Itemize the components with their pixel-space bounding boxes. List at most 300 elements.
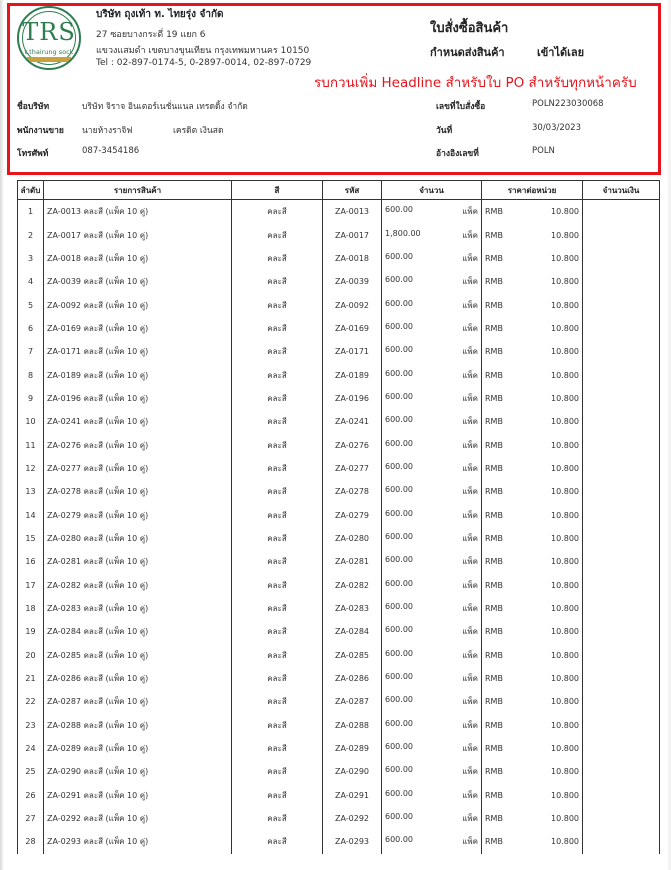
- row-price-cell: [482, 200, 583, 224]
- row-price-cell: [482, 363, 583, 386]
- row-amount: [583, 363, 660, 386]
- table-row: [18, 667, 660, 690]
- row-currency: RMB: [485, 557, 503, 567]
- row-unit: แพ็ค: [462, 557, 478, 567]
- row-quantity-cell: [382, 270, 482, 293]
- row-price-cell: [482, 317, 583, 340]
- row-unit: แพ็ค: [462, 487, 478, 497]
- row-unit-price: 10.800: [551, 253, 579, 263]
- row-unit-price: 10.800: [551, 300, 579, 310]
- row-currency: RMB: [485, 790, 503, 800]
- row-quantity: 1,800.00: [385, 228, 421, 238]
- row-quantity: 600.00: [385, 321, 413, 331]
- row-color: คละสี: [232, 503, 323, 526]
- po-number-label: เลขที่ใบสั่งซื้อ: [436, 102, 486, 112]
- table-row: [18, 200, 660, 224]
- row-color: คละสี: [232, 270, 323, 293]
- table-row: [18, 644, 660, 667]
- row-amount: [583, 503, 660, 526]
- customer-company-value: บริษัท จิราจ อินเตอร์เนชั่นแนล เทรดดิ้ง จำกัด: [82, 102, 248, 112]
- row-code: ZA-0281: [323, 550, 382, 573]
- row-quantity-cell: [382, 527, 482, 550]
- row-unit-price: 10.800: [551, 837, 579, 847]
- row-unit: แพ็ค: [462, 253, 478, 263]
- row-item: ZA-0281 คละสี (แพ็ค 10 คู่): [44, 550, 232, 573]
- row-quantity-cell: [382, 363, 482, 386]
- row-currency: RMB: [485, 674, 503, 684]
- row-currency: RMB: [485, 440, 503, 450]
- row-unit: แพ็ค: [462, 417, 478, 427]
- logo-text: TRS: [22, 18, 76, 46]
- table-header-row: [18, 181, 660, 200]
- row-color: คละสี: [232, 550, 323, 573]
- row-quantity-cell: [382, 760, 482, 783]
- row-number: 22: [18, 690, 44, 713]
- row-amount: [583, 270, 660, 293]
- row-price-cell: [482, 644, 583, 667]
- table-row: [18, 270, 660, 293]
- row-item: ZA-0241 คละสี (แพ็ค 10 คู่): [44, 410, 232, 433]
- row-code: ZA-0292: [323, 807, 382, 830]
- row-quantity-cell: [382, 340, 482, 363]
- row-quantity-cell: [382, 784, 482, 807]
- row-code: ZA-0282: [323, 574, 382, 597]
- row-color: คละสี: [232, 714, 323, 737]
- row-item: ZA-0289 คละสี (แพ็ค 10 คู่): [44, 737, 232, 760]
- row-currency: RMB: [485, 463, 503, 473]
- row-unit-price: 10.800: [551, 417, 579, 427]
- row-unit: แพ็ค: [462, 510, 478, 520]
- row-price-cell: [482, 760, 583, 783]
- row-code: ZA-0189: [323, 363, 382, 386]
- row-color: คละสี: [232, 293, 323, 316]
- table-row: [18, 690, 660, 713]
- row-unit-price: 10.800: [551, 790, 579, 800]
- row-quantity: 600.00: [385, 531, 413, 541]
- row-unit-price: 10.800: [551, 347, 579, 357]
- row-unit-price: 10.800: [551, 463, 579, 473]
- header-unit-price: ราคาต่อหน่วย: [482, 181, 583, 200]
- row-unit: แพ็ค: [462, 697, 478, 707]
- row-unit: แพ็ค: [462, 207, 478, 217]
- row-quantity-cell: [382, 200, 482, 224]
- row-price-cell: [482, 807, 583, 830]
- date-value: 30/03/2023: [532, 123, 581, 133]
- row-item: ZA-0290 คละสี (แพ็ค 10 คู่): [44, 760, 232, 783]
- row-unit: แพ็ค: [462, 604, 478, 614]
- row-code: ZA-0286: [323, 667, 382, 690]
- row-code: ZA-0013: [323, 200, 382, 224]
- row-quantity-cell: [382, 480, 482, 503]
- row-number: 28: [18, 830, 44, 853]
- row-price-cell: [482, 270, 583, 293]
- row-unit: แพ็ค: [462, 744, 478, 754]
- row-unit-price: 10.800: [551, 510, 579, 520]
- row-code: ZA-0290: [323, 760, 382, 783]
- customer-company-label: ชื่อบริษัท: [17, 102, 50, 112]
- row-unit: แพ็ค: [462, 720, 478, 730]
- row-amount: [583, 830, 660, 853]
- row-price-cell: [482, 737, 583, 760]
- row-amount: [583, 550, 660, 573]
- row-quantity-cell: [382, 317, 482, 340]
- table-row: [18, 363, 660, 386]
- row-price-cell: [482, 620, 583, 643]
- row-color: คละสี: [232, 480, 323, 503]
- row-price-cell: [482, 550, 583, 573]
- row-price-cell: [482, 457, 583, 480]
- row-code: ZA-0288: [323, 714, 382, 737]
- row-price-cell: [482, 574, 583, 597]
- row-number: 18: [18, 597, 44, 620]
- row-number: 1: [18, 200, 44, 224]
- table-row: [18, 340, 660, 363]
- table-row: [18, 784, 660, 807]
- row-amount: [583, 527, 660, 550]
- row-quantity-cell: [382, 223, 482, 246]
- row-quantity-cell: [382, 433, 482, 456]
- row-currency: RMB: [485, 697, 503, 707]
- row-unit-price: 10.800: [551, 393, 579, 403]
- row-quantity: 600.00: [385, 625, 413, 635]
- header-quantity: จำนวน: [382, 181, 482, 200]
- row-number: 13: [18, 480, 44, 503]
- document-title: ใบสั่งซื้อสินค้า: [430, 21, 509, 36]
- row-color: คละสี: [232, 387, 323, 410]
- row-number: 11: [18, 433, 44, 456]
- row-amount: [583, 317, 660, 340]
- row-quantity-cell: [382, 690, 482, 713]
- row-item: ZA-0279 คละสี (แพ็ค 10 คู่): [44, 503, 232, 526]
- row-item: ZA-0018 คละสี (แพ็ค 10 คู่): [44, 247, 232, 270]
- row-unit: แพ็ค: [462, 814, 478, 824]
- row-price-cell: [482, 223, 583, 246]
- row-unit-price: 10.800: [551, 230, 579, 240]
- table-row: [18, 550, 660, 573]
- row-currency: RMB: [485, 510, 503, 520]
- row-quantity: 600.00: [385, 742, 413, 752]
- row-quantity: 600.00: [385, 555, 413, 565]
- row-code: ZA-0283: [323, 597, 382, 620]
- row-color: คละสี: [232, 830, 323, 853]
- row-number: 27: [18, 807, 44, 830]
- row-item: ZA-0276 คละสี (แพ็ค 10 คู่): [44, 433, 232, 456]
- row-color: คละสี: [232, 807, 323, 830]
- row-item: ZA-0189 คละสี (แพ็ค 10 คู่): [44, 363, 232, 386]
- row-code: ZA-0293: [323, 830, 382, 853]
- row-price-cell: [482, 690, 583, 713]
- row-item: ZA-0039 คละสี (แพ็ค 10 คู่): [44, 270, 232, 293]
- row-quantity-cell: [382, 457, 482, 480]
- row-quantity: 600.00: [385, 391, 413, 401]
- row-unit: แพ็ค: [462, 463, 478, 473]
- row-amount: [583, 784, 660, 807]
- row-quantity: 600.00: [385, 251, 413, 261]
- row-amount: [583, 457, 660, 480]
- table-row: [18, 620, 660, 643]
- row-code: ZA-0278: [323, 480, 382, 503]
- row-unit: แพ็ค: [462, 767, 478, 777]
- row-amount: [583, 597, 660, 620]
- row-price-cell: [482, 714, 583, 737]
- row-unit-price: 10.800: [551, 370, 579, 380]
- header-item: รายการสินค้า: [44, 181, 232, 200]
- row-price-cell: [482, 247, 583, 270]
- row-amount: [583, 200, 660, 224]
- salesperson-value: นายห้างราจิฟ: [82, 126, 133, 136]
- row-quantity-cell: [382, 574, 482, 597]
- headline-highlight-box: [7, 3, 661, 175]
- row-price-cell: [482, 410, 583, 433]
- row-code: ZA-0017: [323, 223, 382, 246]
- row-color: คละสี: [232, 317, 323, 340]
- row-currency: RMB: [485, 767, 503, 777]
- row-quantity-cell: [382, 807, 482, 830]
- row-color: คละสี: [232, 760, 323, 783]
- row-quantity: 600.00: [385, 205, 413, 215]
- row-quantity-cell: [382, 667, 482, 690]
- logo-subtext: t.thairung sock: [24, 48, 74, 56]
- row-amount: [583, 410, 660, 433]
- row-item: ZA-0017 คละสี (แพ็ค 10 คู่): [44, 223, 232, 246]
- row-currency: RMB: [485, 533, 503, 543]
- row-unit: แพ็ค: [462, 393, 478, 403]
- row-color: คละสี: [232, 667, 323, 690]
- row-price-cell: [482, 784, 583, 807]
- table-row: [18, 480, 660, 503]
- header-color: สี: [232, 181, 323, 200]
- row-color: คละสี: [232, 620, 323, 643]
- row-amount: [583, 433, 660, 456]
- row-color: คละสี: [232, 363, 323, 386]
- row-unit-price: 10.800: [551, 627, 579, 637]
- row-color: คละสี: [232, 690, 323, 713]
- row-quantity: 600.00: [385, 765, 413, 775]
- row-number: 9: [18, 387, 44, 410]
- row-number: 4: [18, 270, 44, 293]
- table-row: [18, 760, 660, 783]
- table-row: [18, 737, 660, 760]
- row-unit: แพ็ค: [462, 440, 478, 450]
- row-quantity: 600.00: [385, 578, 413, 588]
- row-quantity: 600.00: [385, 812, 413, 822]
- row-code: ZA-0241: [323, 410, 382, 433]
- row-unit-price: 10.800: [551, 277, 579, 287]
- row-quantity-cell: [382, 247, 482, 270]
- row-number: 21: [18, 667, 44, 690]
- row-quantity-cell: [382, 714, 482, 737]
- row-code: ZA-0291: [323, 784, 382, 807]
- row-unit: แพ็ค: [462, 674, 478, 684]
- row-amount: [583, 387, 660, 410]
- row-item: ZA-0291 คละสี (แพ็ค 10 คู่): [44, 784, 232, 807]
- row-unit: แพ็ค: [462, 230, 478, 240]
- row-unit-price: 10.800: [551, 604, 579, 614]
- row-color: คละสี: [232, 433, 323, 456]
- row-number: 25: [18, 760, 44, 783]
- table-row: [18, 714, 660, 737]
- annotation-note: รบกวนเพิ่ม Headline สำหรับใบ PO สำหรับทุกหน้าครับ: [314, 75, 637, 91]
- row-amount: [583, 247, 660, 270]
- table-row: [18, 247, 660, 270]
- table-row: [18, 410, 660, 433]
- row-quantity-cell: [382, 597, 482, 620]
- row-quantity-cell: [382, 620, 482, 643]
- row-unit-price: 10.800: [551, 674, 579, 684]
- row-number: 24: [18, 737, 44, 760]
- row-amount: [583, 760, 660, 783]
- row-code: ZA-0196: [323, 387, 382, 410]
- row-currency: RMB: [485, 370, 503, 380]
- table-row: [18, 503, 660, 526]
- row-unit: แพ็ค: [462, 627, 478, 637]
- delivery-value: เข้าได้เลย: [537, 46, 585, 59]
- row-quantity: 600.00: [385, 672, 413, 682]
- table-row: [18, 807, 660, 830]
- row-currency: RMB: [485, 627, 503, 637]
- row-item: ZA-0280 คละสี (แพ็ค 10 คู่): [44, 527, 232, 550]
- row-price-cell: [482, 503, 583, 526]
- table-row: [18, 597, 660, 620]
- row-unit: แพ็ค: [462, 533, 478, 543]
- table-row: [18, 387, 660, 410]
- row-currency: RMB: [485, 347, 503, 357]
- table-row: [18, 527, 660, 550]
- phone-value: 087-3454186: [82, 146, 140, 156]
- row-amount: [583, 667, 660, 690]
- row-unit-price: 10.800: [551, 697, 579, 707]
- company-address-line2: แขวงแสมดำ เขตบางขุนเทียน กรุงเทพมหานคร 10150: [96, 46, 310, 56]
- row-currency: RMB: [485, 393, 503, 403]
- row-color: คละสี: [232, 200, 323, 224]
- company-name: บริษัท ถุงเท้า ท. ไทยรุ่ง จำกัด: [96, 9, 224, 20]
- row-quantity-cell: [382, 830, 482, 853]
- row-item: ZA-0196 คละสี (แพ็ค 10 คู่): [44, 387, 232, 410]
- items-table: [17, 180, 660, 854]
- row-quantity: 600.00: [385, 368, 413, 378]
- company-address-line1: 27 ซอยบางกระดี่ 19 แยก 6: [96, 30, 206, 40]
- row-number: 8: [18, 363, 44, 386]
- row-quantity: 600.00: [385, 602, 413, 612]
- row-currency: RMB: [485, 277, 503, 287]
- row-code: ZA-0171: [323, 340, 382, 363]
- row-code: ZA-0289: [323, 737, 382, 760]
- header-no: ลำดับ: [18, 181, 44, 200]
- row-number: 23: [18, 714, 44, 737]
- row-currency: RMB: [485, 230, 503, 240]
- reference-label: อ้างอิงเลขที่: [436, 149, 479, 159]
- row-item: ZA-0288 คละสี (แพ็ค 10 คู่): [44, 714, 232, 737]
- page-edge-shadow: [0, 0, 4, 870]
- row-code: ZA-0277: [323, 457, 382, 480]
- po-number-value: POLN223030068: [532, 99, 604, 109]
- row-item: ZA-0283 คละสี (แพ็ค 10 คู่): [44, 597, 232, 620]
- row-quantity-cell: [382, 410, 482, 433]
- phone-label: โทรศัพท์: [17, 149, 49, 159]
- row-number: 20: [18, 644, 44, 667]
- table-row: [18, 317, 660, 340]
- row-number: 14: [18, 503, 44, 526]
- row-unit-price: 10.800: [551, 650, 579, 660]
- company-phone: Tel : 02-897-0174-5, 0-2897-0014, 02-897-0729: [96, 58, 312, 68]
- row-quantity: 600.00: [385, 415, 413, 425]
- row-quantity-cell: [382, 293, 482, 316]
- row-color: คละสี: [232, 247, 323, 270]
- row-quantity-cell: [382, 503, 482, 526]
- row-amount: [583, 223, 660, 246]
- row-code: ZA-0285: [323, 644, 382, 667]
- row-price-cell: [482, 830, 583, 853]
- row-item: ZA-0169 คละสี (แพ็ค 10 คู่): [44, 317, 232, 340]
- row-number: 15: [18, 527, 44, 550]
- row-code: ZA-0280: [323, 527, 382, 550]
- row-number: 16: [18, 550, 44, 573]
- row-amount: [583, 807, 660, 830]
- row-unit: แพ็ค: [462, 790, 478, 800]
- row-quantity: 600.00: [385, 438, 413, 448]
- row-price-cell: [482, 597, 583, 620]
- row-amount: [583, 737, 660, 760]
- row-amount: [583, 340, 660, 363]
- row-quantity: 600.00: [385, 648, 413, 658]
- row-number: 7: [18, 340, 44, 363]
- row-currency: RMB: [485, 837, 503, 847]
- row-price-cell: [482, 480, 583, 503]
- row-item: ZA-0013 คละสี (แพ็ค 10 คู่): [44, 200, 232, 224]
- row-currency: RMB: [485, 417, 503, 427]
- row-amount: [583, 690, 660, 713]
- row-color: คละสี: [232, 527, 323, 550]
- row-quantity: 600.00: [385, 485, 413, 495]
- table-row: [18, 293, 660, 316]
- row-unit-price: 10.800: [551, 487, 579, 497]
- row-currency: RMB: [485, 207, 503, 217]
- date-label: วันที่: [436, 126, 453, 136]
- row-amount: [583, 293, 660, 316]
- row-unit-price: 10.800: [551, 440, 579, 450]
- row-item: ZA-0092 คละสี (แพ็ค 10 คู่): [44, 293, 232, 316]
- row-item: ZA-0293 คละสี (แพ็ค 10 คู่): [44, 830, 232, 853]
- row-number: 6: [18, 317, 44, 340]
- table-row: [18, 223, 660, 246]
- row-unit-price: 10.800: [551, 767, 579, 777]
- row-quantity-cell: [382, 644, 482, 667]
- row-currency: RMB: [485, 720, 503, 730]
- row-currency: RMB: [485, 300, 503, 310]
- row-quantity: 600.00: [385, 345, 413, 355]
- reference-value: POLN: [532, 146, 555, 156]
- row-color: คละสี: [232, 737, 323, 760]
- table-body: [18, 200, 660, 854]
- header-code: รหัส: [323, 181, 382, 200]
- payment-terms: เครดิต เงินสด: [173, 126, 224, 136]
- row-item: ZA-0285 คละสี (แพ็ค 10 คู่): [44, 644, 232, 667]
- table-row: [18, 457, 660, 480]
- header-amount: จำนวนเงิน: [583, 181, 660, 200]
- row-quantity: 600.00: [385, 718, 413, 728]
- row-color: คละสี: [232, 597, 323, 620]
- row-amount: [583, 714, 660, 737]
- row-unit-price: 10.800: [551, 720, 579, 730]
- row-color: คละสี: [232, 223, 323, 246]
- row-code: ZA-0092: [323, 293, 382, 316]
- row-code: ZA-0279: [323, 503, 382, 526]
- row-color: คละสี: [232, 644, 323, 667]
- row-number: 19: [18, 620, 44, 643]
- row-amount: [583, 480, 660, 503]
- row-price-cell: [482, 527, 583, 550]
- row-quantity: 600.00: [385, 835, 413, 845]
